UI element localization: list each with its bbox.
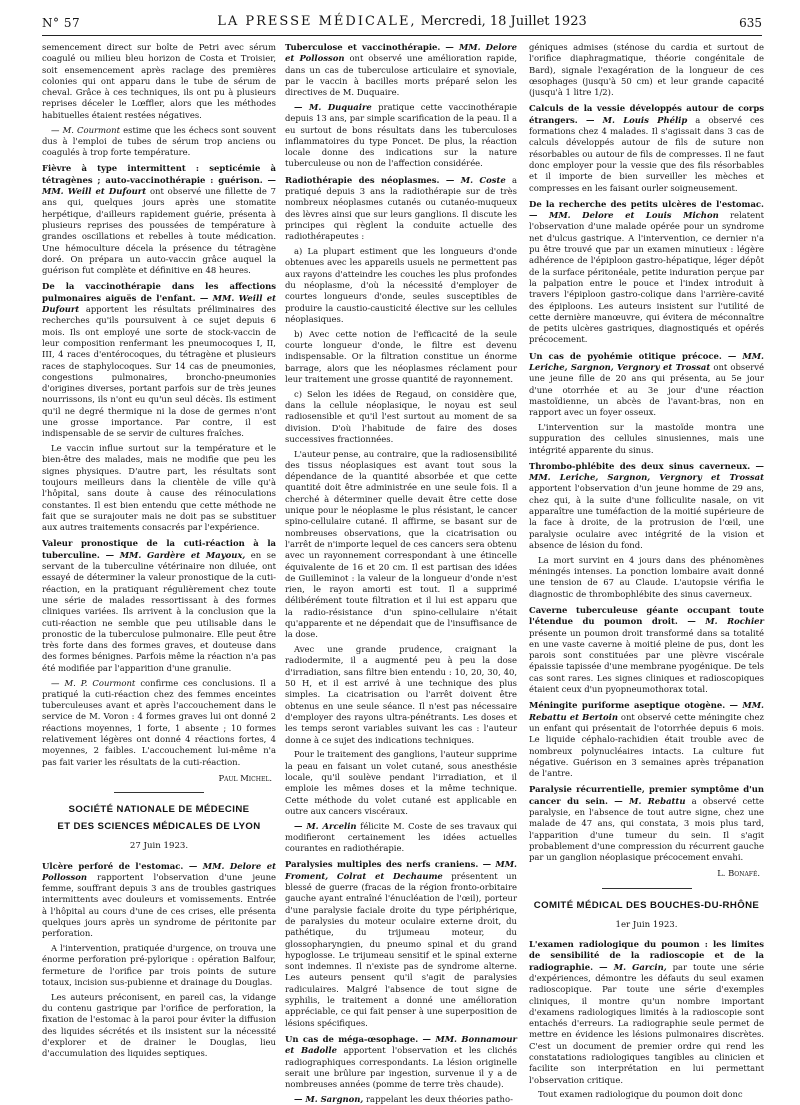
author-name: — M. P. Courmont xyxy=(51,677,136,688)
article-title: Paralysies multiples des nerfs craniens. — xyxy=(285,859,492,870)
author-names: M. Coste xyxy=(454,174,506,185)
list-item: c) Selon les idées de Regaud, on considère que, dans la cellule néoplasique, le noyau est seul radiosensible et qu'il l'est surtout au moment de sa division. D'où l'habitude de faire des doses successives fractionnées. xyxy=(285,388,517,444)
journal-title: LA PRESSE MÉDICALE, xyxy=(217,14,417,29)
article-title: De la vaccinothérapie dans les affections pulmonaires aiguës de l'enfant. — xyxy=(42,281,276,303)
article-title: Ulcère perforé de l'estomac. — xyxy=(42,860,198,871)
author-names: M. Garcin, xyxy=(607,961,667,972)
article-title: Caverne tuberculeuse géante occupant toute l'étendue du poumon droit. — xyxy=(529,604,764,627)
society-heading-line: SOCIÉTÉ NATIONALE DE MÉDECINE xyxy=(68,804,250,816)
article-text: a observé ces formations chez 4 malades. Il s'agissait dans 3 cas de calculs développés autour de fils de suture non résorbables ou autour de fils de compresses. Il ne faut donc employer pour la vessie que des fils résorbables et il importe de bien surveiller les mèches et compresses en les faisant ourler soigneusement. xyxy=(529,114,764,193)
article-entry xyxy=(529,784,764,863)
article-text: présentent un blessé de guerre (fracas de la région fronto-orbitaire gauche ayant entraîné l'énucléation de l'œil), porteur d'une paralysie faciale droite du type périphérique, de paralysies du moteur oculaire externe droit, du pathétique, du trijumeau moteur, du glossopharyngien, du pneumo spinal et du grand hypoglosse. Le trijumeau sensitif et le spinal externe sont indemnes. Il n'existe pas de syndrome alterne. Les auteurs pensent qu'il s'agit de paralysies radiculaires. Malgré l'absence de tout signe de syphilis, le traitement a donné une amélioration appréciable, ce qui fait penser à une superposition de lésions spécifiques. xyxy=(285,870,517,1028)
author-names: MM. Delore et Louis Michon xyxy=(537,210,719,221)
article-entry xyxy=(285,175,517,243)
article-text: en se servant de la tuberculine vétérinaire non diluée, ont essayé de déterminer la valeur pronostique de la cuti-réaction, en la pratiquant régulièrement chez toute une série de malades ressortissant à des formes cliniques variées. Ils arrivent à la conclusion que la cuti-réaction ne semble que peu utilisable dans le pronostic de la tuberculose pulmonaire. Elle peut être très forte dans des formes graves, et douteuse dans des formes bénignes. Parfois même la réaction n'a pas été modifiée par l'apparition d'une granulie. xyxy=(42,549,276,673)
section-divider xyxy=(602,888,692,889)
paragraph: semencement direct sur boîte de Petri avec sérum coagulé ou milieu bleu horizon de Costa et Troisier, soit ensemencement après raclage des premières colonies qui ont apparu dans le tube de sérum de cheval. Grâce à ces techniques, ils ont pu à plusieurs reprises déceler le Lœffler, alors que les méthodes habituelles étaient restées négatives. xyxy=(42,42,276,120)
article-entry xyxy=(285,1034,517,1090)
article-title: Calculs de la vessie développés autour de corps étrangers. — xyxy=(529,103,764,125)
article-text: apportent l'observation d'un jeune homme de 29 ans, chez qui, à la suite d'une folliculite nasale, on vit apparaître une tuméfaction de la moitié supérieure de la face à droite, de la protrusion de l'œil, une paralysie oculaire avec intégrité de la vision et absence de lésion du fond. xyxy=(529,483,764,550)
article-text: ont observé une amélioration rapide, dans un cas de tuberculose articulaire et synoviale, par le vaccin à bacilles morts préparé selon les directives de M. Duquaire. xyxy=(285,53,517,98)
masthead xyxy=(42,14,762,29)
article-title: L'examen radiologique du poumon : les limites de sensibilité de la radioscopie et de la radiographie. — xyxy=(529,939,764,972)
author-names: M. Rebattu xyxy=(622,795,686,806)
article-entry xyxy=(529,939,764,1086)
society-heading xyxy=(42,801,276,835)
article-entry xyxy=(42,861,276,940)
author-names: MM. Leriche, Sargnon, Vergnory et Trossat xyxy=(529,350,764,373)
article-text: a observé cette paralysie, en l'absence de tout autre signe, chez une malade de 47 ans, qui constata, 3 mois plus tard, l'apparition d'une tumeur du sein. Il s'agit probablement d'une compression du récurrent gauche par un ganglion néoplasique précocement envahi. xyxy=(529,795,764,863)
paragraph xyxy=(42,125,276,159)
article-entry xyxy=(529,351,764,419)
paragraph: Les auteurs préconisent, en pareil cas, la vidange du contenu gastrique par l'orifice de perforation, la fixation de l'estomac à la paroi pour éviter la diffusion des liquides sécrétés et ils insistent sur la nécessité d'explorer et de drainer le Douglas, lieu d'accumulation des liquides septiques. xyxy=(42,991,276,1059)
article-text: rapportent l'observation d'une jeune femme, souffrant depuis 3 ans de troubles gastriques intermittents avec douleurs et vomissements. Entrée à l'hôpital au cours d'une de ces crises, elle présenta quelques jours après un syndrome de péritonite par perforation. xyxy=(42,871,276,939)
paragraph: A l'intervention, pratiquée d'urgence, on trouva une énorme perforation pré-pylorique : opération Balfour, fermeture de l'orifice par trois points de suture totaux, incision sus-pubienne et drainage du Douglas. xyxy=(42,943,276,987)
author-names: MM. Weill et Dufourt xyxy=(42,292,276,315)
author-names: M. Rochier xyxy=(695,616,764,627)
column-right xyxy=(529,42,764,1100)
article-text: apportent les résultats préliminaires des recherches qu'ils poursuivent à ce sujet depuis 6 mois. Ils ont employé une sorte de stock-vaccin de leur composition renfermant les pneumocoques I, II, III, 4 races d'entérocoques, du tétragène et plusieurs races de staphylocoques. Sur 14 cas de pneumonies, congestions pulmonaires, broncho-pneumonies d'origines diverses, portant parfois sur de très jeunes nourrissons, ils n'ont eu qu'un seul décès. Ils estiment qu'il ne degré thermique ni la dose de germes n'ont une grosse importance. Par contre, il est indispensable de se servir de cultures fraîches. xyxy=(42,304,276,439)
paragraph-text: pratique cette vaccinothérapie depuis 13 ans, par simple scarification de la peau. Il a eu surtout de bons résultats dans les tuberculoses inflammatoires du type Poncet. De plus, la réaction locale donne des indications sur la nature tuberculeuse ou non de l'affection considérée. xyxy=(285,101,518,169)
article-title: Valeur pronostique de la cuti-réaction à la tuberculine. — xyxy=(42,538,276,560)
paragraph-text: confirme ces conclusions. Il a pratiqué la cuti-réaction chez des femmes enceintes tuberculeuses avant et après l'accouchement dans le service de M. Voron : 4 formes graves lui ont donné 2 réactions moyennes, 1 forte, 1 absente ; 10 formes relativement légères ont donné 4 réactions fortes, 4 moyennes, 2 faibles. L'accouchement lui-même n'a pas fait varier les résultats de la cuti-réaction. xyxy=(42,677,276,767)
article-text: présente un poumon droit transformé dans sa totalité en une vaste caverne à moitié pleine de pus, dont les parois sont constituées par une plèvre viscérale épaissie tapissée d'une membrane pyogénique. De tels cas sont rares. Les signes cliniques et radioscopiques étaient ceux d'un pyopneumothorax total. xyxy=(529,627,764,695)
paragraph: Avec une grande prudence, craignant la radiodermite, il a augmenté peu à peu la dose d'irradiation, sans filtre bien entendu : 10, 20, 30, 40, 50 H, et il est arrivé à une technique des plus simples. La cicatrisation ou l'arrêt doivent être obtenus en une seule séance. Il n'est pas nécessaire d'employer des rayons ultra-pénétrants. Les doses et les temps seront variables suivant les cas : l'auteur donne à ce sujet des indications techniques. xyxy=(285,644,517,745)
author-names: MM. Gardère et Mayoux, xyxy=(114,549,246,560)
article-entry xyxy=(529,605,764,695)
paragraph: Tout examen radiologique du poumon doit donc xyxy=(538,1089,743,1100)
section-divider xyxy=(114,792,204,793)
article-title: Radiothérapie des néoplasmes. — xyxy=(285,174,455,185)
committee-heading: COMITÉ MÉDICAL DES BOUCHES-DU-RHÔNE xyxy=(533,899,760,911)
column-middle xyxy=(285,42,518,1104)
article-title: Méningite puriforme aseptique otogène. — xyxy=(529,700,738,711)
author-names: MM. Bonnamour et Badolle xyxy=(285,1033,517,1056)
paragraph: Pour le traitement des ganglions, l'auteur supprime la peau en faisant un volet cutané, sous anesthésie locale, qu'il soulève pendant l'irradiation, et il emploie les mêmes doses et la même technique. Cette méthode du volet cutané est applicable en outre aux cancers viscéraux. xyxy=(285,749,517,816)
paragraph xyxy=(285,1094,517,1105)
article-entry xyxy=(529,700,764,779)
article-entry xyxy=(42,163,276,276)
article-entry xyxy=(42,281,276,439)
article-title: Tuberculose et vaccinothérapie. — xyxy=(285,42,454,52)
paragraph xyxy=(285,821,517,855)
page-header xyxy=(42,14,762,36)
society-heading-line: ET DES SCIENCES MÉDICALES DE LYON xyxy=(57,821,261,833)
author-names: MM. Delore et Pollosson xyxy=(285,42,517,64)
article-entry xyxy=(42,538,276,674)
article-text: apportent l'observation et les clichés radiographiques correspondants. La lésion originelle serait une brûlure par ingestion, survenue il y a de nombreuses années (pomme de terre très chaude). xyxy=(285,1045,517,1090)
issue-date: Mercredi, 18 Juillet 1923 xyxy=(420,14,587,29)
paragraph xyxy=(42,678,276,768)
paragraph: géniques admises (sténose du cardia et surtout de l'orifice diaphragmatique, théorie congénitale de Bard), signale l'exagération de la longueur de ces œsophages (jusqu'à 50 cm) et leur grande capacité (jusqu'à 1 litre 1/2). xyxy=(529,42,764,98)
column-left xyxy=(42,42,276,1074)
paragraph: Le vaccin influe surtout sur la température et le bien-être des malades, mais ne modifie que peu les signes physiques. D'autre part, les résultats sont toujours meilleurs dans la clientèle de ville qu'à l'hôpital, sans doute à cause des réinoculations constantes. Il est bien entendu que cette méthode ne fait que se surajouter mais ne doit pas se substituer aux autres traitements consacrés par l'expérience. xyxy=(42,443,276,533)
list-item: b) Avec cette notion de l'efficacité de la seule courte longueur d'onde, le filtre est devenu indispensable. Or la filtration constitue un énorme barrage, alors que les néoplasmes réclament pour leur traitement une grosse quantité de rayonnement. xyxy=(285,328,517,384)
article-title: Thrombo-phlébite des deux sinus caverneux. — xyxy=(529,460,764,471)
article-title: Un cas de pyohémie otitique précoce. — xyxy=(529,350,737,361)
paragraph-text: estime que les échecs sont souvent dus à l'emploi de tubes de sérum trop anciens ou coagulés à trop forte température. xyxy=(42,124,276,158)
session-date: 27 Juin 1923. xyxy=(129,841,189,852)
issue-number: N° 57 xyxy=(42,16,81,30)
article-entry xyxy=(285,859,517,1028)
article-entry xyxy=(529,199,764,346)
article-title: Paralysie récurrentielle, premier symptôme d'un cancer du sein. — xyxy=(529,784,764,806)
paragraph-text: félicite M. Coste de ses travaux qui modifieront certainement les idées actuelles courantes en radiothérapie. xyxy=(285,820,517,854)
author-names: MM. Froment, Colrat et Dechaume xyxy=(285,859,517,881)
paragraph: L'auteur pense, au contraire, que la radiosensibilité des tissus néoplasiques est avant tout sous la dépendance de la quantité absorbée et que cette quantité doit être administrée en une seule fois. Il a cherché à déterminer quelle devait être cette dose unique pour le néoplasme le plus résistant, le cancer spino-cellulaire cutané. Il affirme, se basant sur de nombreuses observations, que la cicatrisation ou l'arrêt de n'importe lequel de ces cancers sera obtenu avec un rayonnement correspondant à une étincelle équivalente de 16 et 20 cm. Il est partisan des idées de Guilleminot : la valeur de la longueur d'onde n'est rien, le rayon amorti est tout. Il a supprimé délibérément toute filtration et il lui est apparu que la radio-résistance d'un spino-cellulaire n'était qu'apparente et ne dépendait que de l'insuffisance de la dose. xyxy=(285,448,517,640)
paragraph: La mort survint en 4 jours dans des phénomènes méningés intenses. La ponction lombaire avait donné une tension de 67 au Claude. L'autopsie vérifia le diagnostic de thrombophlébite des sinus caverneux. xyxy=(529,554,764,599)
list-item: a) La plupart estiment que les longueurs d'onde obtenues avec les appareils usuels ne permettent pas aux rayons d'atteindre les couches les plus profondes du néoplasme, d'où la nécessité d'employer de courtes longueurs d'onde, seules susceptibles de produire la caustio-causticité élective sur les cellules néoplasiques. xyxy=(285,246,517,324)
article-text: ont observé une fillette de 7 ans qui, quelques jours après une stomatite herpétique, d'ailleurs rapidement guérie, présenta à plusieurs reprises des poussées de température à grandes oscillations et rebelles à toute médication. Une hémoculture décela la présence du tétragène doré. On prépara un auto-vaccin grâce auquel la guérison fut complète et définitive en 48 heures. xyxy=(42,186,277,276)
author-names: MM. Rebattu et Bertoin xyxy=(529,700,764,722)
article-title: De la recherche des petits ulcères de l'estomac. — xyxy=(529,198,764,221)
paragraph-text: rappelant les deux théories patho- xyxy=(363,1093,513,1104)
article-entry xyxy=(529,103,764,193)
signature: L. Bonafé. xyxy=(717,868,760,879)
author-name: — M. Duquaire xyxy=(294,101,372,112)
article-text: relatent l'observation d'une malade opérée pour un syndrome net d'ulcus gastrique. A l'intervention, ce dernier n'a pu être trouvé que par un examen minutieux : légère adhérence de l'épiploon gastro-hépatique, léger dépôt de la surface péritonéale, petite induration perçue par la palpation entre le pouce et l'index introduit à travers l'épiploon gastro-colique dans l'arrière-cavité des épiploons. Les auteurs insistent sur l'utilité de cette dernière manœuvre, qui évitera de méconnaître de petits ulcères gastriques, diagnostiqués et opérés précocement. xyxy=(529,210,764,345)
article-entry xyxy=(285,42,517,98)
author-names: M. Louis Phélip xyxy=(594,114,688,125)
article-text: ont observé une jeune fille de 20 ans qui présenta, au 5e jour d'une otorrhée et au 3e jour d'une réaction mastoïdienne, un abcès de l'avant-bras, non en rapport avec un foyer osseux. xyxy=(529,362,764,418)
author-name: — M. Arcelin xyxy=(294,820,357,831)
page-number: 635 xyxy=(739,16,762,30)
article-text: par toute une série d'expériences, démontre les défauts du seul examen radioscopique. Par toute une série d'exemples cliniques, il montre qu'un nombre important d'examens radiologiques limités à la radioscopie sont entachés d'erreurs. La radiographie seule permet de mettre en évidence les lésions pulmonaires discrètes. C'est un document de premier ordre qui rend les constatations radiologiques tangibles au clinicien et facilite son interprétation en lui permettant l'observation critique. xyxy=(529,961,764,1085)
author-name: — M. Sargnon, xyxy=(294,1093,364,1104)
author-names: MM. Weill et Dufourt xyxy=(42,186,147,197)
article-text: a pratiqué depuis 3 ans la radiothérapie sur de très nombreux néoplasmes cutanés ou cutanéo-muqueux des lèvres ainsi que sur leurs ganglions. Il discute les principes qui règlent la conduite actuelle des radiothérapeutes : xyxy=(285,174,517,242)
signature: Paul Michel. xyxy=(218,772,272,783)
paragraph: L'intervention sur la mastoïde montra une suppuration des cellules sinusiennes, mais une intégrité apparente du sinus. xyxy=(529,422,764,455)
paragraph xyxy=(285,102,517,170)
article-title: Fièvre à type intermittent : septicémie à tétragènes ; auto-vaccinothérapie : guérison. — xyxy=(42,163,276,185)
author-names: MM. Delore et Pollosson xyxy=(42,860,276,882)
article-title: Un cas de méga-œsophage. — xyxy=(285,1033,431,1044)
article-entry xyxy=(529,461,764,551)
author-names: MM. Leriche, Sargnon, Vergnory et Trossat xyxy=(529,472,764,483)
article-text: ont observé cette méningite chez un enfant qui présentait de l'otorrhée depuis 6 mois. Le liquide céphalo-rachidien était trouble avec de nombreux polynucléaires intacts. La culture fut négative. Guérison en 3 semaines après trépanation de l'antre. xyxy=(529,711,764,779)
session-date: 1er Juin 1923. xyxy=(615,919,678,930)
author-name: — M. Courmont xyxy=(51,124,120,135)
